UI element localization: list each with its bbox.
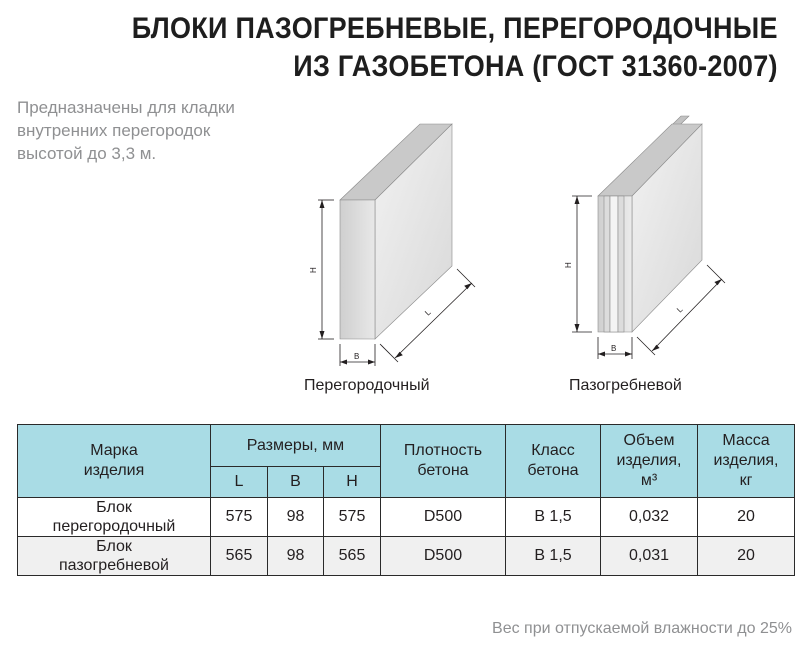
cell-mass: 20	[698, 537, 795, 576]
partition-caption: Перегородочный	[304, 377, 430, 394]
partition-front-face	[340, 200, 375, 339]
subtitle	[17, 96, 307, 165]
header-sizes: Размеры, мм	[211, 425, 381, 467]
table-row	[18, 498, 795, 537]
cell-volume: 0,032	[601, 498, 698, 537]
cell-l: 575	[211, 498, 268, 537]
footnote: Вес при отпускаемой влажности до 25%	[492, 620, 792, 637]
cell-density: D500	[381, 498, 506, 537]
cell-h: 565	[324, 537, 381, 576]
partition-block-drawing	[300, 118, 500, 373]
partition-dim-h: H	[309, 267, 318, 273]
cell-class: В 1,5	[506, 537, 601, 576]
header-density: Плотность бетона	[381, 425, 506, 498]
title-line-1: БЛОКИ ПАЗОГРЕБНЕВЫЕ, ПЕРЕГОРОДОЧНЫЕ	[131, 12, 778, 45]
partition-dim-b: B	[354, 352, 360, 361]
tongue-groove-dim-l: L	[675, 304, 685, 315]
table-row	[18, 537, 795, 576]
partition-dim-l: L	[423, 307, 433, 318]
cell-b: 98	[268, 498, 324, 537]
cell-mass: 20	[698, 498, 795, 537]
header-mark: Марка изделия	[18, 425, 211, 498]
tongue-groove-dim-h: H	[564, 262, 573, 268]
header-h: H	[324, 467, 381, 498]
cell-h: 575	[324, 498, 381, 537]
row-name: Блок пазогребневой	[18, 537, 211, 576]
row-name: Блок перегородочный	[18, 498, 211, 537]
subtitle-line-2: внутренних перегородок	[17, 121, 211, 140]
cell-b: 98	[268, 537, 324, 576]
tongue-groove-block-drawing	[556, 110, 746, 372]
cell-volume: 0,031	[601, 537, 698, 576]
tongue-groove-caption: Пазогребневой	[569, 377, 682, 394]
subtitle-line-1: Предназначены для кладки	[17, 98, 235, 117]
header-mass: Масса изделия, кг	[698, 425, 795, 498]
spec-table	[17, 424, 795, 576]
cell-class: В 1,5	[506, 498, 601, 537]
header-l: L	[211, 467, 268, 498]
cell-l: 565	[211, 537, 268, 576]
page-title	[132, 10, 778, 86]
header-b: B	[268, 467, 324, 498]
title-line-2: ИЗ ГАЗОБЕТОНА (ГОСТ 31360-2007)	[293, 50, 778, 83]
cell-density: D500	[381, 537, 506, 576]
tongue-groove-dim-b: B	[611, 344, 617, 353]
header-class: Класс бетона	[506, 425, 601, 498]
header-volume: Объем изделия, м³	[601, 425, 698, 498]
subtitle-line-3: высотой до 3,3 м.	[17, 144, 157, 163]
